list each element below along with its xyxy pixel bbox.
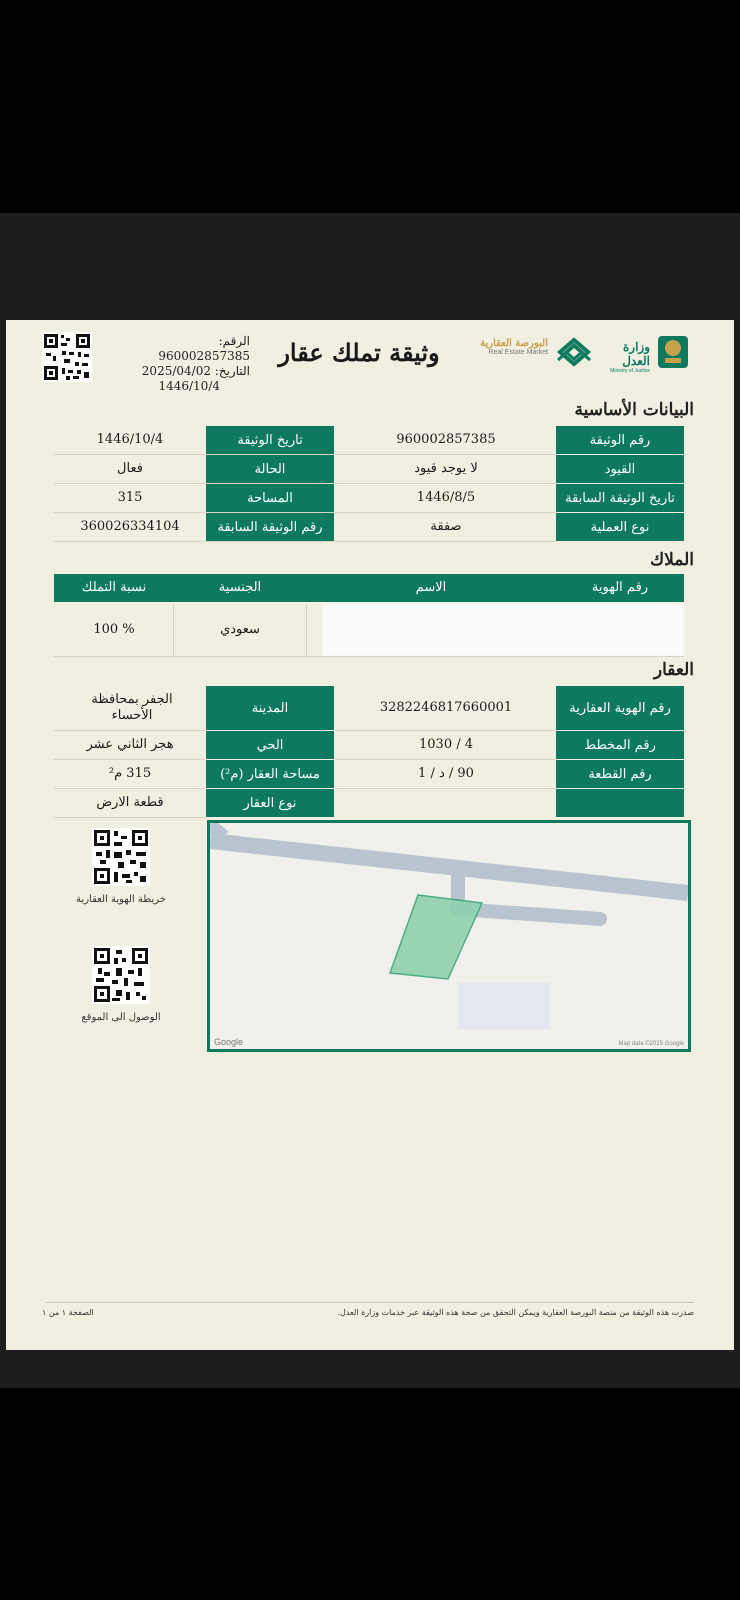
divider bbox=[54, 483, 336, 484]
header-meta bbox=[138, 334, 250, 394]
divider bbox=[173, 604, 174, 656]
deed-document bbox=[6, 320, 734, 1350]
property-value-city: الجفر بمحافظة الأحساء bbox=[91, 692, 173, 723]
number-label: الرقم: bbox=[218, 334, 250, 348]
divider bbox=[54, 788, 206, 789]
owners-header-share: نسبة التملك bbox=[81, 580, 147, 596]
basic-value-area: 315 bbox=[117, 490, 143, 506]
property-value-district: هجر الثاني عشر bbox=[86, 737, 174, 753]
owner-nationality: سعودي bbox=[220, 622, 260, 638]
divider bbox=[54, 656, 684, 657]
rem-logo-icon bbox=[554, 330, 594, 370]
basic-label-status: الحالة bbox=[206, 455, 334, 483]
owners-section-title: الملاك bbox=[650, 550, 694, 570]
basic-value-prev-doc-date: 1446/8/5 bbox=[416, 490, 476, 506]
owners-header-id: رقم الهوية bbox=[591, 580, 649, 596]
owners-header-name: الاسم bbox=[415, 580, 447, 596]
owner-share: 100 % bbox=[93, 622, 135, 638]
owners-header-nationality: الجنسية bbox=[218, 580, 262, 596]
divider bbox=[54, 512, 336, 513]
property-label-empty bbox=[556, 789, 684, 817]
property-value-plan-number: 1030 / 4 bbox=[419, 737, 473, 753]
basic-label-area: المساحة bbox=[206, 484, 334, 512]
qr1-caption: خريطة الهوية العقارية bbox=[76, 894, 166, 905]
basic-value-prev-doc-number: 360026334104 bbox=[80, 519, 180, 535]
moj-logo-ar: وزارة العدل bbox=[622, 340, 650, 368]
property-value-property-area: 315 م² bbox=[108, 766, 152, 782]
basic-label-prev-doc-number: رقم الوثيقة السابقة bbox=[206, 513, 334, 541]
basic-label-doc-number: رقم الوثيقة bbox=[556, 426, 684, 454]
basic-label-prev-doc-date: تاريخ الوثيقة السابقة bbox=[556, 484, 684, 512]
qr2-caption: الوصول الى الموقع bbox=[81, 1012, 161, 1023]
property-section-title: العقار bbox=[653, 660, 694, 680]
divider bbox=[306, 604, 307, 656]
divider bbox=[54, 541, 336, 542]
map-google-logo: Google bbox=[214, 1037, 244, 1047]
page-number: الصفحة ١ من ١ bbox=[42, 1308, 94, 1317]
basic-value-doc-date: 1446/10/4 bbox=[96, 432, 164, 448]
basic-label-operation-type: نوع العملية bbox=[556, 513, 684, 541]
divider bbox=[336, 759, 556, 760]
basic-value-status: فعال bbox=[117, 461, 143, 477]
basic-label-restrictions: القيود bbox=[556, 455, 684, 483]
qr-code-icon[interactable] bbox=[92, 828, 150, 886]
footer-divider bbox=[46, 1302, 694, 1303]
divider bbox=[336, 730, 556, 731]
moj-logo-icon bbox=[656, 334, 690, 370]
date-label: التاريخ: bbox=[214, 364, 250, 378]
hijri-date: 1446/10/4 bbox=[158, 379, 220, 393]
divider bbox=[336, 483, 556, 484]
property-value-plot-number: 90 / د / 1 bbox=[418, 766, 474, 782]
property-label-real-estate-id: رقم الهوية العقارية bbox=[556, 686, 684, 730]
property-map[interactable] bbox=[207, 820, 691, 1052]
property-label-type: نوع العقار bbox=[206, 789, 334, 817]
number-value: 960002857385 bbox=[158, 349, 250, 363]
basic-value-restrictions: لا يوجد قيود bbox=[414, 461, 478, 477]
map-attribution: Map data ©2025 Google bbox=[618, 1041, 684, 1047]
divider bbox=[54, 759, 206, 760]
property-label-district: الحي bbox=[206, 731, 334, 759]
basic-value-operation-type: صفقة bbox=[430, 519, 462, 535]
property-label-plan-number: رقم المخطط bbox=[556, 731, 684, 759]
moj-logo-en: Ministry of Justice bbox=[610, 368, 650, 374]
divider bbox=[336, 454, 556, 455]
basic-label-doc-date: تاريخ الوثيقة bbox=[206, 426, 334, 454]
rem-logo-ar: البورصة العقارية bbox=[480, 338, 548, 349]
divider bbox=[336, 788, 556, 789]
property-label-city: المدينة bbox=[206, 686, 334, 730]
divider bbox=[336, 541, 556, 542]
property-label-plot-number: رقم القطعة bbox=[556, 760, 684, 788]
property-value-type: قطعة الارض bbox=[96, 795, 164, 811]
date-value: 2025/04/02 bbox=[141, 364, 211, 378]
divider bbox=[54, 730, 206, 731]
owner-redacted-area bbox=[322, 604, 684, 656]
divider bbox=[336, 512, 556, 513]
property-value-empty bbox=[336, 789, 556, 817]
top-black-band bbox=[0, 0, 740, 213]
divider bbox=[54, 454, 336, 455]
page-title: وثيقة تملك عقار bbox=[278, 338, 440, 367]
map-canvas bbox=[210, 823, 688, 1049]
property-value-real-estate-id: 3282246817660001 bbox=[379, 700, 513, 716]
rem-logo-en: Real Estate Market bbox=[488, 349, 548, 356]
basic-section-title: البيانات الأساسية bbox=[574, 400, 694, 420]
moj-logo bbox=[600, 340, 650, 374]
divider bbox=[54, 817, 206, 818]
basic-value-doc-number: 960002857385 bbox=[396, 432, 496, 448]
footer-note: صدرت هذه الوثيقة من منصة البورصة العقارية ويمكن التحقق من صحة هذه الوثيقة عبر خدمات وزارة العدل. bbox=[337, 1308, 694, 1317]
qr-code-icon bbox=[42, 332, 92, 382]
property-label-property-area: مساحة العقار (م²) bbox=[206, 760, 334, 788]
rem-logo bbox=[468, 338, 548, 356]
qr-code-icon[interactable] bbox=[92, 946, 150, 1004]
